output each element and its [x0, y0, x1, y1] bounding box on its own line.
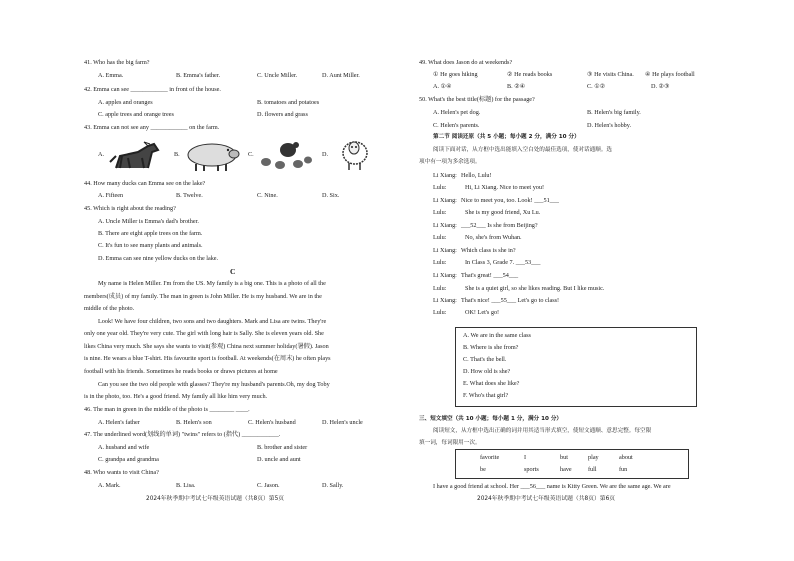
passage-line-7: is nine. He wears a blue T-shirt. His favourite sport is football. At weekends(在周末) he often plays: [84, 355, 331, 362]
q45-question: 45. Which is right about the reading?: [84, 205, 176, 212]
q46-option-d: D. Helen's uncle: [322, 419, 363, 426]
dialog-line-12: OK! Let's go!: [465, 309, 500, 316]
dialog-line-7: Which class is she in?: [461, 247, 516, 254]
q49-statement-1: ① He goes hiking: [433, 71, 478, 78]
dialog-speaker-5: Li Xiang:: [433, 222, 457, 229]
q41-option-c: C. Uncle Miller.: [257, 72, 298, 79]
choice-c: C. That's the bell.: [463, 356, 507, 363]
q42-option-b: B. tomatoes and potatoes: [257, 99, 320, 106]
word-fun: fun: [619, 466, 628, 473]
word-play: play: [588, 454, 599, 461]
q47-question: 47. The underlined word(划线的单词) "twins" refers to (指代) ____________.: [84, 431, 281, 438]
passage-line-1: My name is Helen Miller. I'm from the US. My family is a big one. This is a photo of all the: [98, 280, 326, 287]
choice-f: F. Who's that girl?: [463, 392, 509, 399]
section2-title: 第二节 阅读还原（共 5 小题；每小题 2 分，满分 10 分）: [433, 134, 580, 140]
q47-option-a: A. husband and wife: [98, 444, 150, 451]
dialog-speaker-2: Lulu:: [433, 184, 447, 191]
passage-line-4: Look! We have four children, two sons and two daughters. Mark and Lisa are twins. They're: [98, 318, 327, 325]
word-sports: sports: [524, 466, 539, 473]
q46-option-a: A. Helen's father: [98, 419, 140, 426]
dialog-line-10: She is a quiet girl, so she likes reading. But I like music.: [465, 285, 605, 292]
dialog-speaker-9: Li Xiang:: [433, 272, 457, 279]
dialog-line-9: That's great! ___54___: [461, 272, 519, 279]
q50-option-d: D. Helen's hobby.: [587, 122, 632, 129]
section3-title: 三、短文填空（共 10 小题；每小题 1 分，满分 10 分）: [419, 416, 563, 422]
cloze-first-line: I have a good friend at school. Her ___56___ name is Kitty Green. We are the same age. We are: [433, 483, 671, 490]
choice-d: D. How old is she?: [463, 368, 511, 375]
chickens-icon: [258, 140, 314, 172]
q44-option-d: D. Six.: [322, 192, 340, 199]
q42-question: 42. Emma can see ____________ in front of the house.: [84, 86, 221, 93]
q46-question: 46. The man in green in the middle of the photo is ________ ____.: [84, 406, 250, 413]
q42-option-d: D. flowers and grass: [257, 111, 308, 118]
q49-statement-2: ② He reads books: [507, 71, 553, 78]
word-about: about: [619, 454, 633, 461]
word-favorite: favorite: [480, 454, 500, 461]
q48-option-c: C. Jason.: [257, 482, 280, 489]
q44-option-a: A. Fifteen: [98, 192, 124, 199]
section2-instruction-2: 项中有一项为多余选项。: [419, 159, 481, 165]
dialog-line-5: ___52___ Is she from Beijing?: [461, 222, 538, 229]
q42-option-a: A. apples and oranges: [98, 99, 153, 106]
q43-question: 43. Emma can not see any ____________ on the farm.: [84, 124, 220, 131]
q46-option-b: B. Helen's son: [176, 419, 212, 426]
dialog-speaker-4: Lulu:: [433, 209, 447, 216]
q42-option-c: C. apple trees and orange trees: [98, 111, 174, 118]
passage-line-9: Can you see the two old people with glasses? They're my husband's parents.Oh, my dog Toby: [98, 381, 330, 388]
passage-line-8: football with his friends. Sometimes he reads books or draws pictures at home: [84, 368, 278, 375]
q45-option-c: C. It's fun to see many plants and animals.: [98, 242, 203, 249]
q47-option-d: D. uncle and aunt: [257, 456, 301, 463]
q47-option-c: C. grandpa and grandma: [98, 456, 159, 463]
dialog-speaker-6: Lulu:: [433, 234, 447, 241]
dialog-speaker-8: Lulu:: [433, 259, 447, 266]
q44-option-b: B. Twelve.: [176, 192, 203, 199]
dialog-speaker-10: Lulu:: [433, 285, 447, 292]
left-page-footer: 2024年秋季期中考试七年级英语试题（共8页）第5页: [146, 496, 285, 502]
q50-option-a: A. Helen's pet dog.: [433, 109, 481, 116]
dialog-speaker-7: Li Xiang:: [433, 247, 457, 254]
choice-e: E. What does she like?: [463, 380, 520, 387]
section3-instruction-2: 填一词，每词限用一次。: [419, 440, 481, 446]
q48-option-b: B. Lisa.: [176, 482, 196, 489]
q41-option-a: A. Emma.: [98, 72, 124, 79]
q48-option-a: A. Mark.: [98, 482, 121, 489]
right-page-footer: 2024年秋季期中考试七年级英语试题（共8页）第6页: [477, 496, 616, 502]
q50-option-c: C. Helen's parents.: [433, 122, 480, 129]
word-i: I: [524, 454, 527, 461]
choice-b: B. Where is she from?: [463, 344, 519, 351]
passage-line-6: likes China very much. She says she wants to visit(参观) China next summer holiday(暑假). Jason: [84, 343, 329, 350]
choices-box: [455, 327, 697, 407]
section-c-heading: C: [230, 267, 236, 276]
q43-option-a: A.: [98, 151, 105, 158]
q45-option-d: D. Emma can see nine yellow ducks on the lake.: [98, 255, 219, 262]
q41-option-b: B. Emma's father.: [176, 72, 221, 79]
q43-option-b: B.: [174, 151, 180, 158]
q49-option-b: B. ②④: [507, 83, 526, 90]
q48-question: 48. Who wants to visit China?: [84, 469, 159, 476]
dialog-line-11: That's nice! ___55___ Let's go to class!: [461, 297, 560, 304]
q47-option-b: B. brother and sister: [257, 444, 308, 451]
dialog-line-3: Nice to meet you, too. Look! ___51___: [461, 197, 559, 204]
q45-option-a: A. Uncle Miller is Emma's dad's brother.: [98, 218, 199, 225]
dialog-line-8: In Class 3, Grade 7. ___53___: [465, 259, 541, 266]
section2-instruction-1: 阅读下面对话，从方框中选出能填入空白处的最佳选项，使对话通顺。选: [433, 147, 613, 153]
dialog-line-2: Hi, Li Xiang. Nice to meet you!: [465, 184, 545, 191]
q41-option-d: D. Aunt Miller.: [322, 72, 360, 79]
q50-option-b: B. Helen's big family.: [587, 109, 641, 116]
q49-question: 49. What does Jason do at weekends?: [419, 59, 513, 66]
dialog-speaker-3: Li Xiang:: [433, 197, 457, 204]
dialog-line-1: Hello, Lulu!: [461, 172, 492, 179]
passage-line-5: only one year old. They're very cute. The girl with long hair is Sally. She is eleven years old. She: [84, 330, 324, 337]
q43-option-d: D.: [322, 151, 329, 158]
right-page: [397, 0, 794, 561]
q49-option-c: C. ①②: [587, 83, 606, 90]
q44-option-c: C. Nine.: [257, 192, 278, 199]
passage-line-3: middle of the photo.: [84, 305, 135, 312]
word-be: be: [480, 466, 486, 473]
horse-icon: [108, 138, 164, 174]
word-box: [455, 449, 689, 479]
pig-icon: [182, 138, 242, 174]
word-have: have: [560, 466, 572, 473]
dialog-speaker-1: Li Xiang:: [433, 172, 457, 179]
q49-statement-4: ④ He plays football: [645, 71, 695, 78]
q50-question: 50. What's the best title(标题) for the passage?: [419, 96, 535, 103]
word-but: but: [560, 454, 568, 461]
dialog-line-4: She is my good friend, Xu Lu.: [465, 209, 541, 216]
passage-line-2: members(成员) of my family. The man in green is John Miller. He is my husband. We are in the: [84, 293, 322, 300]
q43-option-c: C.: [248, 151, 254, 158]
q49-statement-3: ③ He visits China.: [587, 71, 634, 78]
passage-line-10: is in the photo, too. He's a good friend. My family all like him very much.: [84, 393, 268, 400]
q46-option-c: C. Helen's husband: [248, 419, 296, 426]
dialog-line-6: No, she's from Wuhan.: [465, 234, 522, 241]
section3-instruction-1: 阅读短文，从方框中选出正确的词并用其适当形式填空，使短文通顺、意思完整。每空限: [433, 428, 652, 434]
word-full: full: [588, 466, 597, 473]
q41-question: 41. Who has the big farm?: [84, 59, 150, 66]
q49-option-a: A. ①④: [433, 83, 452, 90]
q49-option-d: D. ②③: [651, 83, 670, 90]
dialog-speaker-12: Lulu:: [433, 309, 447, 316]
sheep-icon: [338, 136, 370, 172]
choice-a: A. We are in the same class: [463, 332, 531, 339]
q45-option-b: B. There are eight apple trees on the farm.: [98, 230, 203, 237]
q44-question: 44. How many ducks can Emma see on the lake?: [84, 180, 206, 187]
q48-option-d: D. Sally.: [322, 482, 344, 489]
dialog-speaker-11: Li Xiang:: [433, 297, 457, 304]
